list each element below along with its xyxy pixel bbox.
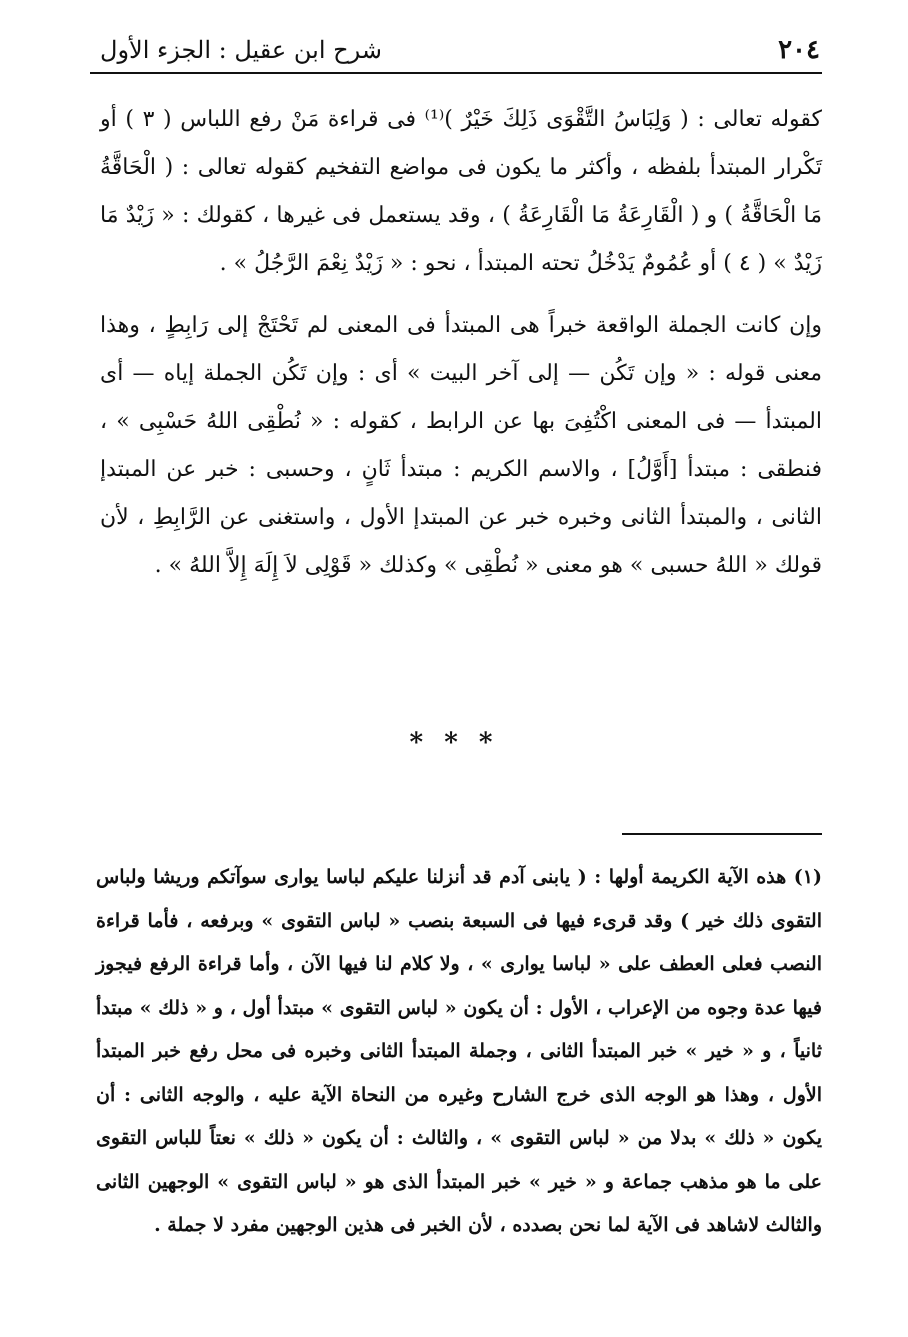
footnote xyxy=(96,856,822,1248)
footnote-rule xyxy=(622,833,822,835)
running-title: شرح ابن عقيل : الجزء الأول xyxy=(100,36,382,64)
main-text xyxy=(100,96,822,590)
footnote-text: هذه الآية الكريمة أولها : ( يابنى آدم قد أنزلنا عليكم لباسا يوارى سوآتكم وريشا ولباس التقوى ذلك خير ) وقد قرىء فيها فى السبعة بنصب « لباس التقوى » وبرفعه ، فأما قراءة النصب فعلى العطف على « لباسا يوارى » ، ولا كلام لنا فيها الآن ، وأما قراءة الرفع فيجوز فيها عدة وجوه من الإعراب ، الأول : أن يكون « لباس التقوى » مبتدأ أول ، و « ذلك » مبتدأ ثانياً ، و « خير » خبر المبتدأ الثانى ، وجملة المبتدأ الثانى وخبره فى محل رفع خبر المبتدأ الأول ، وهذا هو الوجه الذى خرج الشارح وغيره من النحاة الآية عليه ، والوجه الثانى : أن يكون « ذلك » بدلا من « لباس التقوى » ، والثالث : أن يكون « ذلك » نعتاً للباس التقوى على ما هو مذهب جماعة و « خير » خبر المبتدأ الذى هو « لباس التقوى » الوجهين الثانى والثالث لاشاهد فى الآية لما نحن بصدده ، لأن الخبر فى هذين الوجهين مفرد لا جملة . xyxy=(96,866,822,1236)
header-rule xyxy=(90,72,822,74)
page-header xyxy=(90,28,820,72)
paragraph-2: وإن كانت الجملة الواقعة خبراً هى المبتدأ فى المعنى لم تَحْتَجْ إلى رَابِطٍ ، وهذا معنى قوله : « وإن تَكُن — إلى آخر البيت » أى : وإن تَكُن الجملة إياه — أى المبتدأ — فى المعنى اكْتُفِىَ بها عن الرابط ، كقوله : « نُطْقِى اللهُ حَسْبِى » ، فنطقى : مبتدأ [أَوَّلُ] ، والاسم الكريم : مبتدأ ثَانٍ ، وحسبى : خبر عن المبتدإ الثانى ، والمبتدأ الثانى وخبره خبر عن المبتدإ الأول ، واستغنى عن الرَّابِطِ ، لأن قولك « اللهُ حسبى » هو معنى « نُطْقِى » وكذلك « قَوْلِى لاَ إِلَهَ إِلاَّ اللهُ » . xyxy=(100,313,822,578)
footnote-marker: (١) xyxy=(793,866,822,888)
page-number: ٢٠٤ xyxy=(778,35,820,65)
paragraph-1: كقوله تعالى : ( وَلِبَاسُ التَّقْوَى ذَلِكَ خَيْرٌ )⁽¹⁾ فى قراءة مَنْ رفع اللباس ( ٣ ) أو تَكْرار المبتدأ بلفظه ، وأكثر ما يكون فى مواضع التفخيم كقوله تعالى : ( الْحَاقَّةُ مَا الْحَاقَّةُ ) و ( الْقَارِعَةُ مَا الْقَارِعَةُ ) ، وقد يستعمل فى غيرها ، كقولك : « زَيْدٌ مَا زَيْدٌ » ( ٤ ) أو عُمُومٌ يَدْخُلُ تحته المبتدأ ، نحو : « زَيْدٌ نِعْمَ الرَّجُلُ » . xyxy=(100,107,823,276)
section-separator: * * * xyxy=(409,728,499,758)
